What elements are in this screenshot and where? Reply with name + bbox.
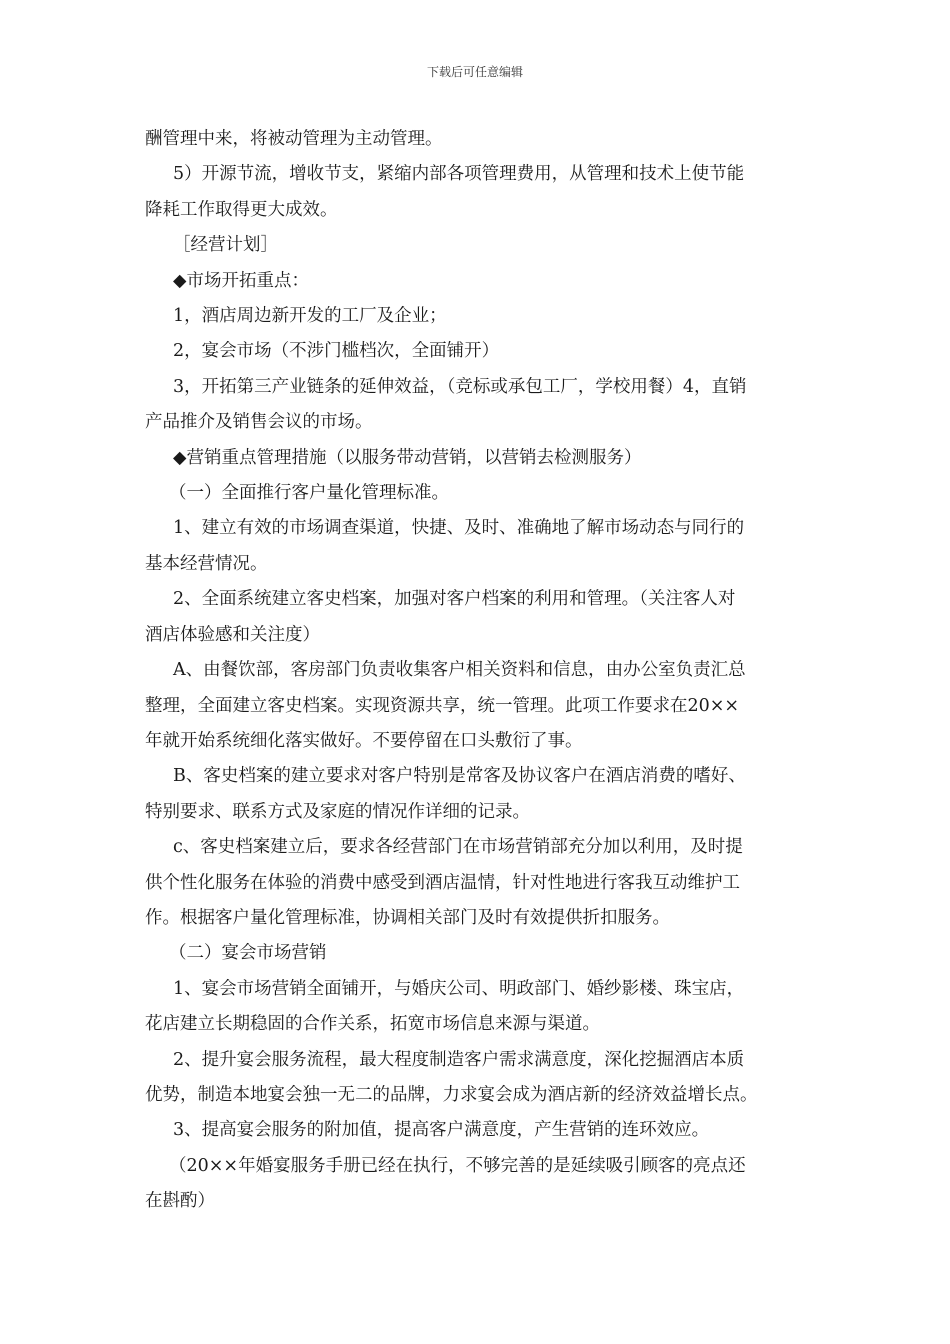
paragraph-line: 在斟酌） (145, 1191, 215, 1212)
paragraph-line: 5）开源节流，增收节支，紧缩内部各项管理费用，从管理和技术上使节能 (173, 164, 745, 185)
list-item: B、客史档案的建立要求对客户特别是常客及协议客户在酒店消费的嗜好、 (173, 766, 746, 787)
paragraph-line: 降耗工作取得更大成效。 (145, 199, 338, 220)
list-item: A、由餐饮部，客房部门负责收集客户相关资料和信息，由办公室负责汇总 (173, 660, 746, 681)
subsection-heading: （一）全面推行客户量化管理标准。 (169, 483, 449, 504)
section-heading: ［经营计划］ (173, 235, 278, 256)
list-item: 2，宴会市场（不涉门槛档次，全面铺开） (173, 341, 500, 362)
paragraph-line: 酒店体验感和关注度） (145, 624, 320, 645)
paragraph-line: 产品推介及销售会议的市场。 (145, 412, 373, 433)
paragraph-line: 酬管理中来，将被动管理为主动管理。 (145, 129, 443, 149)
list-item: 2、提升宴会服务流程，最大程度制造客户需求满意度，深化挖掘酒店本质 (173, 1049, 745, 1070)
bullet-heading: ◆市场开拓重点： (173, 270, 309, 291)
list-item: 1、建立有效的市场调查渠道，快捷、及时、准确地了解市场动态与同行的 (173, 518, 745, 539)
paragraph-line: （20××年婚宴服务手册已经在执行，不够完善的是延续吸引顾客的亮点还 (169, 1155, 746, 1176)
list-item: c、客史档案建立后，要求各经营部门在市场营销部充分加以利用，及时提 (173, 837, 743, 858)
list-item: 1，酒店周边新开发的工厂及企业； (173, 306, 447, 327)
paragraph-line: 整理，全面建立客史档案。实现资源共享，统一管理。此项工作要求在20×× (145, 695, 740, 716)
subsection-heading: （二）宴会市场营销 (169, 943, 327, 964)
list-item: 2、全面系统建立客史档案，加强对客户档案的利用和管理。（关注客人对 (173, 589, 736, 610)
paragraph-line: 基本经营情况。 (145, 553, 268, 574)
paragraph-line: 花店建立长期稳固的合作关系，拓宽市场信息来源与渠道。 (145, 1014, 600, 1035)
paragraph-line: 作。根据客户量化管理标准，协调相关部门及时有效提供折扣服务。 (145, 907, 670, 928)
paragraph-line: 优势，制造本地宴会独一无二的品牌，力求宴会成为酒店新的经济效益增长点。 (145, 1084, 758, 1105)
paragraph-line: 特别要求、联系方式及家庭的情况作详细的记录。 (145, 801, 530, 822)
list-item: 3、提高宴会服务的附加值，提高客户满意度，产生营销的连环效应。 (173, 1120, 710, 1141)
paragraph-line: 供个性化服务在体验的消费中感受到酒店温情，针对性地进行客我互动维护工 (145, 872, 740, 893)
page-header: 下载后可任意编辑 (426, 65, 523, 79)
list-item: 1、宴会市场营销全面铺开，与婚庆公司、明政部门、婚纱影楼、珠宝店， (173, 978, 745, 999)
bullet-heading: ◆营销重点管理措施（以服务带动营销，以营销去检测服务） (173, 447, 642, 468)
paragraph-line: 年就开始系统细化落实做好。不要停留在口头敷衍了事。 (145, 730, 583, 751)
document-body (145, 122, 807, 1220)
list-item: 3，开拓第三产业链条的延伸效益，（竞标或承包工厂，学校用餐）4，直销 (173, 376, 747, 397)
